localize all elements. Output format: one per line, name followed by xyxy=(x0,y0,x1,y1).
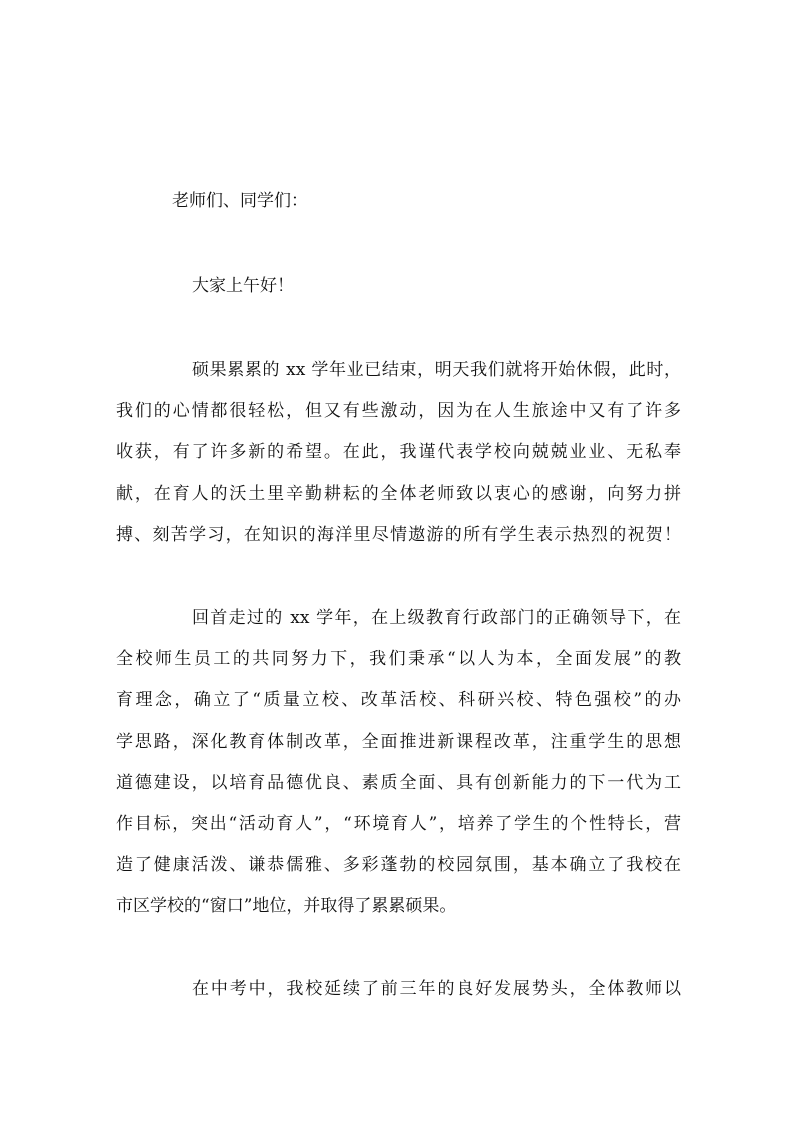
paragraph-year-review xyxy=(116,606,681,936)
paragraph-line: 搏、刻苦学习，在知识的海洋里尽情遨游的所有学生表示热烈的祝贺！ xyxy=(116,524,681,545)
paragraph-line: 作目标，突出“活动育人”，“环境育人”，培养了学生的个性特长，营 xyxy=(116,813,681,834)
salutation: 老师们、同学们： xyxy=(172,191,308,211)
paragraph-line: 在中考中，我校延续了前三年的良好发展势头，全体教师以 xyxy=(192,979,681,999)
paragraph-line: 育理念，确立了“质量立校、改革活校、科研兴校、特色强校”的办 xyxy=(116,690,681,711)
greeting: 大家上午好！ xyxy=(192,276,294,296)
paragraph-closing-remarks xyxy=(116,358,681,564)
paragraph-line: 收获，有了许多新的希望。在此，我谨代表学校向兢兢业业、无私奉 xyxy=(116,442,681,463)
paragraph-line: 献，在育人的沃土里辛勤耕耘的全体老师致以衷心的感谢，向努力拼 xyxy=(116,483,681,504)
paragraph-exam-results xyxy=(116,977,681,1018)
paragraph-line: 我们的心情都很轻松，但又有些激动，因为在人生旅途中又有了许多 xyxy=(116,401,681,422)
paragraph-line: 学思路，深化教育体制改革，全面推进新课程改革，注重学生的思想 xyxy=(116,731,681,752)
paragraph-line: 硕果累累的 xx 学年业已结束，明天我们就将开始休假，此时， xyxy=(192,360,681,380)
paragraph-line: 市区学校的“窗口”地位，并取得了累累硕果。 xyxy=(116,896,457,917)
paragraph-line: 造了健康活泼、谦恭儒雅、多彩蓬勃的校园氛围，基本确立了我校在 xyxy=(116,855,681,876)
paragraph-line: 回首走过的 xx 学年，在上级教育行政部门的正确领导下，在 xyxy=(192,608,681,628)
paragraph-line: 全校师生员工的共同努力下，我们秉承“以人为本，全面发展”的教 xyxy=(116,649,681,670)
paragraph-line: 道德建设，以培育品德优良、素质全面、具有创新能力的下一代为工 xyxy=(116,772,681,793)
